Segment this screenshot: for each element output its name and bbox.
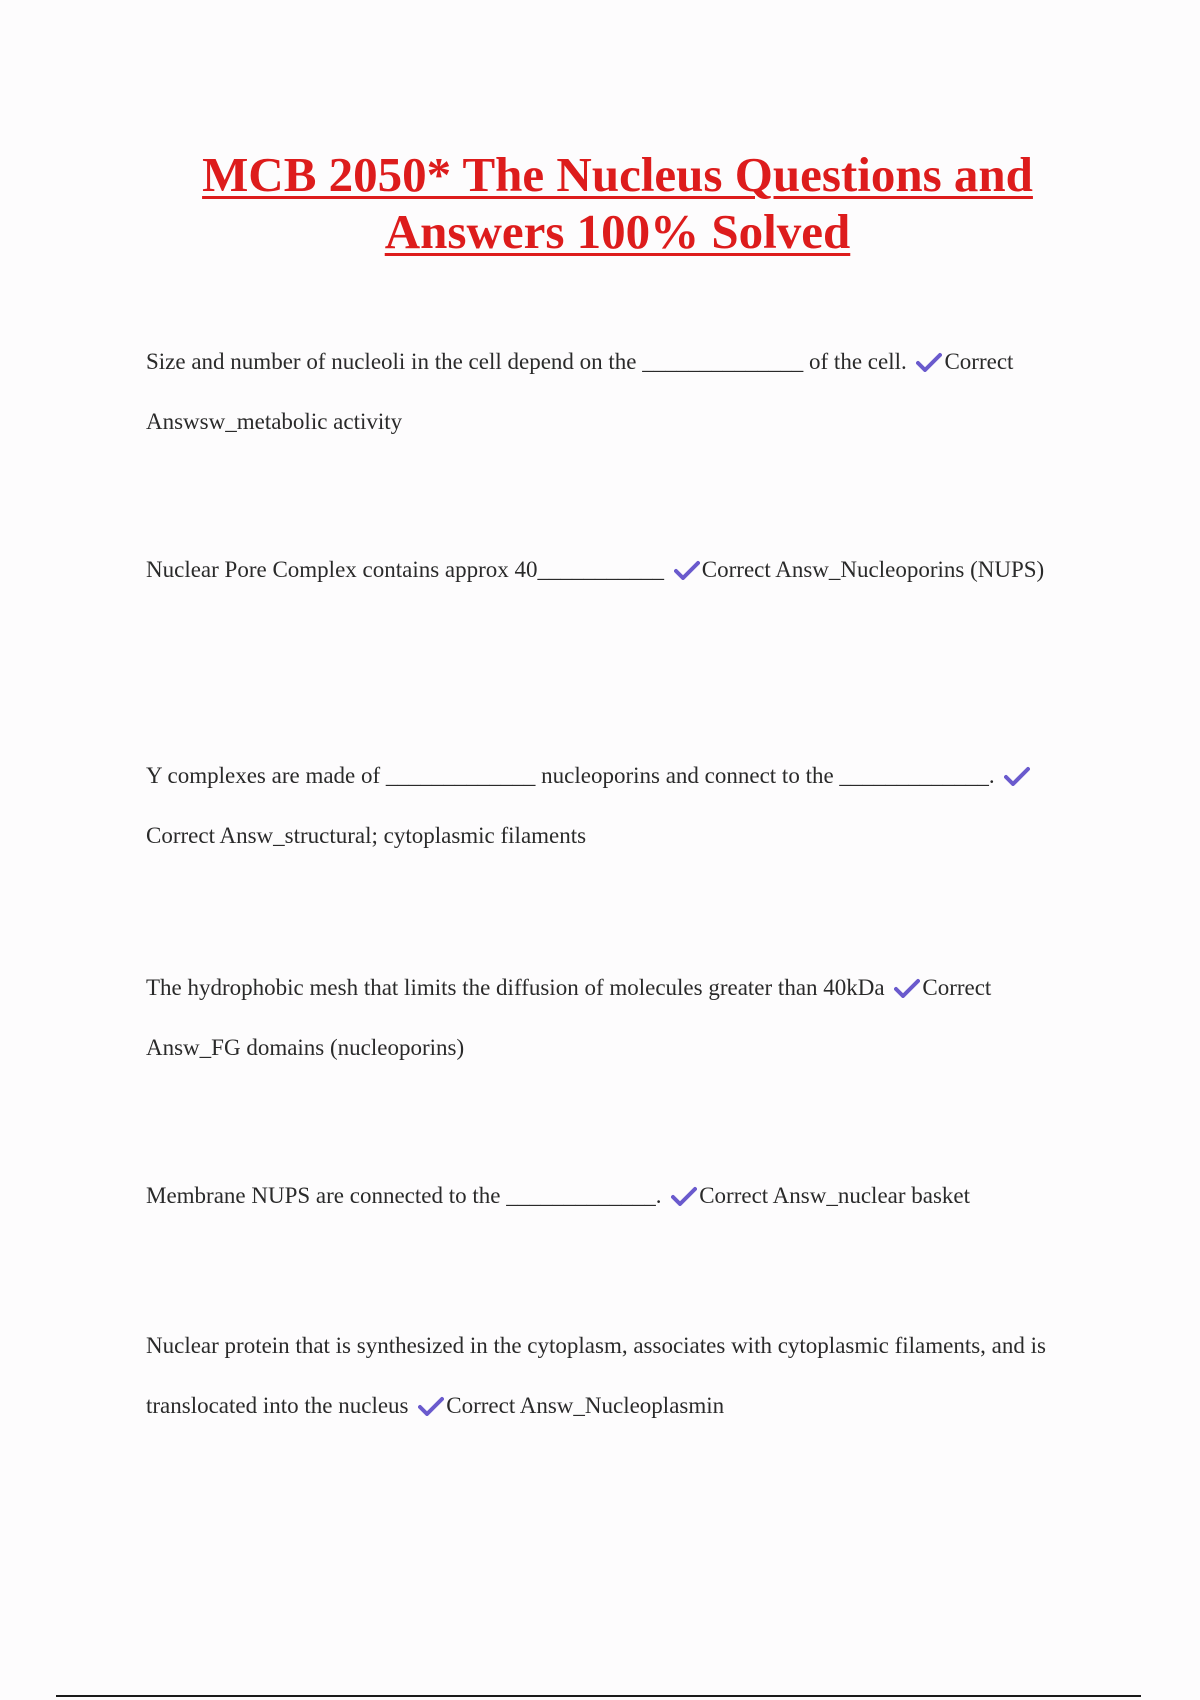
question-text: The hydrophobic mesh that limits the diffusion of molecules greater than 40kDa	[146, 975, 885, 1000]
checkmark-icon	[916, 352, 942, 372]
answer-text: Answ_structural; cytoplasmic filaments	[219, 823, 587, 848]
qa-item	[146, 958, 1081, 1078]
answer-text: Answ_FG domains (nucleoporins)	[146, 1035, 465, 1060]
qa-item	[146, 332, 1081, 452]
correct-label: Correct	[944, 349, 1014, 374]
answer-text: Answ_Nucleoporins (NUPS)	[775, 557, 1045, 582]
correct-label: Correct	[699, 1183, 769, 1208]
answer-text: Answ_nuclear basket	[772, 1183, 971, 1208]
checkmark-icon	[1004, 766, 1030, 786]
qa-item	[146, 1316, 1081, 1436]
qa-item	[146, 1166, 1081, 1226]
checkmark-icon	[418, 1396, 444, 1416]
answer-text: Answsw_metabolic activity	[146, 409, 403, 434]
question-text: Size and number of nucleoli in the cell depend on the ______________ of the cell.	[146, 349, 907, 374]
title-line-2: Answers 100% Solved	[384, 204, 851, 259]
question-text: Nuclear protein that is synthesized in the cytoplasm, associates with cytoplasmic filaments, and is translocated into the nucleus	[146, 1333, 1046, 1418]
document-title	[120, 146, 1115, 260]
checkmark-icon	[894, 978, 920, 998]
checkmark-icon	[671, 1186, 697, 1206]
checkmark-icon	[674, 560, 700, 580]
footer-divider	[56, 1695, 1141, 1697]
correct-label: Correct	[922, 975, 992, 1000]
title-line-1: MCB 2050* The Nucleus Questions and	[202, 147, 1033, 202]
qa-item	[146, 540, 1081, 600]
question-text: Nuclear Pore Complex contains approx 40___________	[146, 557, 665, 582]
qa-item	[146, 746, 1081, 866]
correct-label: Correct	[701, 557, 771, 582]
correct-label: Correct	[146, 823, 215, 848]
correct-label: Correct	[446, 1393, 516, 1418]
question-text: Y complexes are made of _____________ nucleoporins and connect to the _____________.	[146, 763, 995, 788]
answer-text: Answ_Nucleoplasmin	[519, 1393, 725, 1418]
question-text: Membrane NUPS are connected to the _____________.	[146, 1183, 662, 1208]
